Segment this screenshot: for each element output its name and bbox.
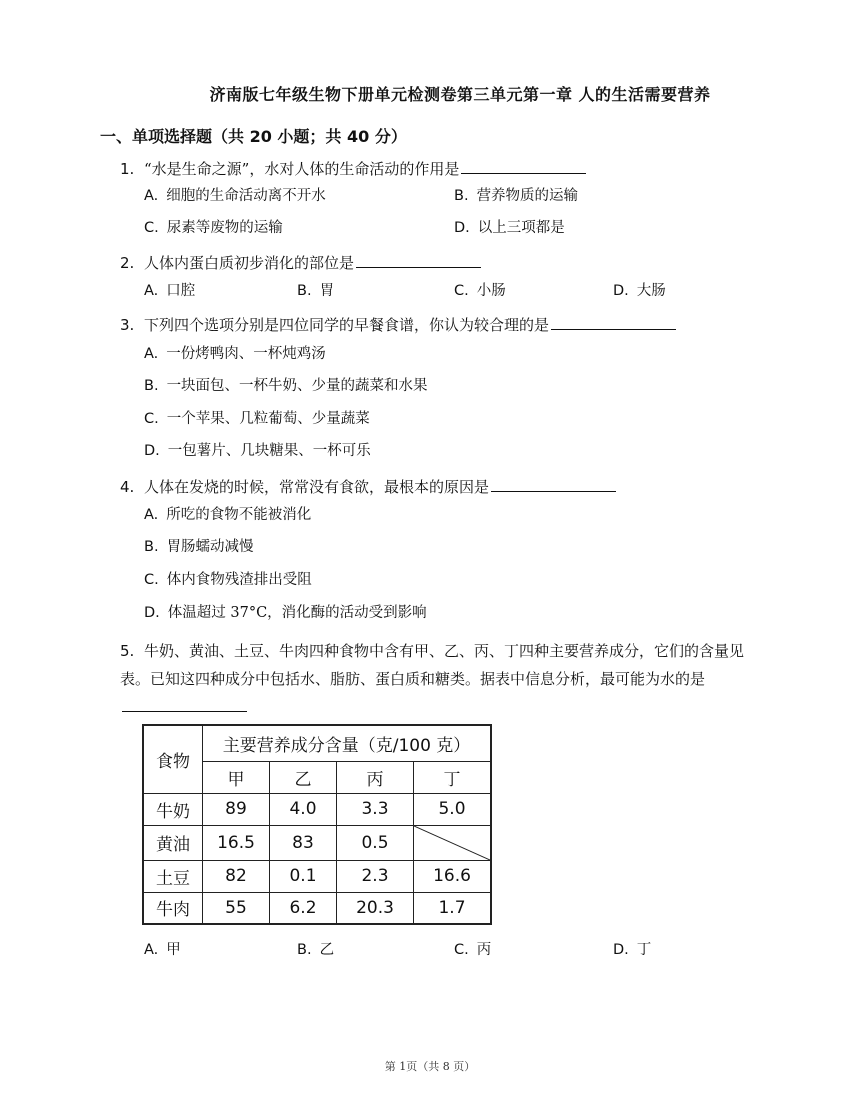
table-cell: 55 xyxy=(203,892,270,924)
table-cell: 83 xyxy=(270,825,337,860)
col-header: 乙 xyxy=(270,761,337,793)
table-row xyxy=(143,860,491,892)
table-cell: 20.3 xyxy=(337,892,414,924)
answer-blank xyxy=(461,159,586,174)
table-row xyxy=(143,793,491,825)
answer-blank xyxy=(491,477,616,492)
table-cell: 4.0 xyxy=(270,793,337,825)
option-b[interactable]: B. 一块面包、一杯牛奶、少量的蔬菜和水果 xyxy=(144,378,428,394)
question-4 xyxy=(120,476,616,498)
page-title: 济南版七年级生物下册单元检测卷第三单元第一章 人的生活需要营养 xyxy=(209,85,711,104)
option-b[interactable]: B. 营养物质的运输 xyxy=(454,188,579,204)
col-header: 甲 xyxy=(203,761,270,793)
table-cell: 82 xyxy=(203,860,270,892)
option-b[interactable]: B. 胃肠蠕动减慢 xyxy=(144,539,254,555)
page-footer: 第 1页（共 8 页） xyxy=(384,1060,476,1073)
question-number: 4. xyxy=(120,478,135,496)
question-text: 人体在发烧的时候，常常没有食欲，最根本的原因是 xyxy=(144,478,490,496)
row-label: 牛肉 xyxy=(143,892,203,924)
table-cell: 16.5 xyxy=(203,825,270,860)
section-heading: 一、单项选择题（共 20 小题；共 40 分） xyxy=(100,127,407,146)
question-number: 3. xyxy=(120,316,135,334)
option-d[interactable]: D. 丁 xyxy=(613,942,652,958)
option-d[interactable]: D. 一包薯片、几块糖果、一杯可乐 xyxy=(144,443,371,459)
option-c[interactable]: C. 一个苹果、几粒葡萄、少量蔬菜 xyxy=(144,411,370,427)
question-text: 牛奶、黄油、土豆、牛肉四种食物中含有甲、乙、丙、丁四种主要营养成分，它们的含量见表。已知这四种成分中包括水、脂肪、蛋白质和糖类。据表中信息分析，最可能为水的是 xyxy=(120,642,745,688)
col-header: 丁 xyxy=(414,761,492,793)
table-row xyxy=(143,892,491,924)
question-text: 人体内蛋白质初步消化的部位是 xyxy=(144,254,355,272)
table-cell: 0.1 xyxy=(270,860,337,892)
option-d[interactable]: D. 以上三项都是 xyxy=(454,220,565,236)
option-c[interactable]: C. 体内食物残渣排出受阻 xyxy=(144,572,312,588)
option-d[interactable]: D. 体温超过 37°C，消化酶的活动受到影响 xyxy=(144,605,427,621)
question-number: 5. xyxy=(120,642,135,660)
nutrient-table xyxy=(142,724,492,925)
question-1 xyxy=(120,158,586,180)
table-cell: 16.6 xyxy=(414,860,492,892)
option-a[interactable]: A. 所吃的食物不能被消化 xyxy=(144,507,312,523)
option-c[interactable]: C. 小肠 xyxy=(454,283,506,299)
answer-blank xyxy=(356,253,481,268)
option-c[interactable]: C. 尿素等废物的运输 xyxy=(144,220,283,236)
table-cell: 3.3 xyxy=(337,793,414,825)
question-text: 下列四个选项分别是四位同学的早餐食谱，你认为较合理的是 xyxy=(144,316,550,334)
option-a[interactable]: A. 甲 xyxy=(144,942,181,958)
table-cell: 5.0 xyxy=(414,793,492,825)
row-label: 土豆 xyxy=(143,860,203,892)
question-number: 2. xyxy=(120,254,135,272)
table-corner: 食物 xyxy=(143,725,203,793)
question-text: “水是生命之源”，水对人体的生命活动的作用是 xyxy=(144,160,460,178)
table-cell: 0.5 xyxy=(337,825,414,860)
answer-blank xyxy=(122,697,247,712)
option-a[interactable]: A. 细胞的生命活动离不开水 xyxy=(144,188,326,204)
col-header: 丙 xyxy=(337,761,414,793)
option-a[interactable]: A. 口腔 xyxy=(144,283,196,299)
question-5 xyxy=(120,637,760,721)
option-b[interactable]: B. 乙 xyxy=(297,942,335,958)
option-a[interactable]: A. 一份烤鸭肉、一杯炖鸡汤 xyxy=(144,346,326,362)
diagonal-line xyxy=(414,826,490,860)
table-cell: 6.2 xyxy=(270,892,337,924)
answer-blank xyxy=(551,315,676,330)
question-3 xyxy=(120,314,676,336)
option-c[interactable]: C. 丙 xyxy=(454,942,492,958)
table-cell: 89 xyxy=(203,793,270,825)
row-label: 牛奶 xyxy=(143,793,203,825)
question-2 xyxy=(120,252,481,274)
table-cell: 1.7 xyxy=(414,892,492,924)
table-header: 主要营养成分含量（克/100 克） xyxy=(203,725,492,761)
option-d[interactable]: D. 大肠 xyxy=(613,283,666,299)
question-number: 1. xyxy=(120,160,135,178)
option-b[interactable]: B. 胃 xyxy=(297,283,335,299)
diagonal-cell xyxy=(414,825,492,860)
table-cell: 2.3 xyxy=(337,860,414,892)
row-label: 黄油 xyxy=(143,825,203,860)
table-row xyxy=(143,825,491,860)
